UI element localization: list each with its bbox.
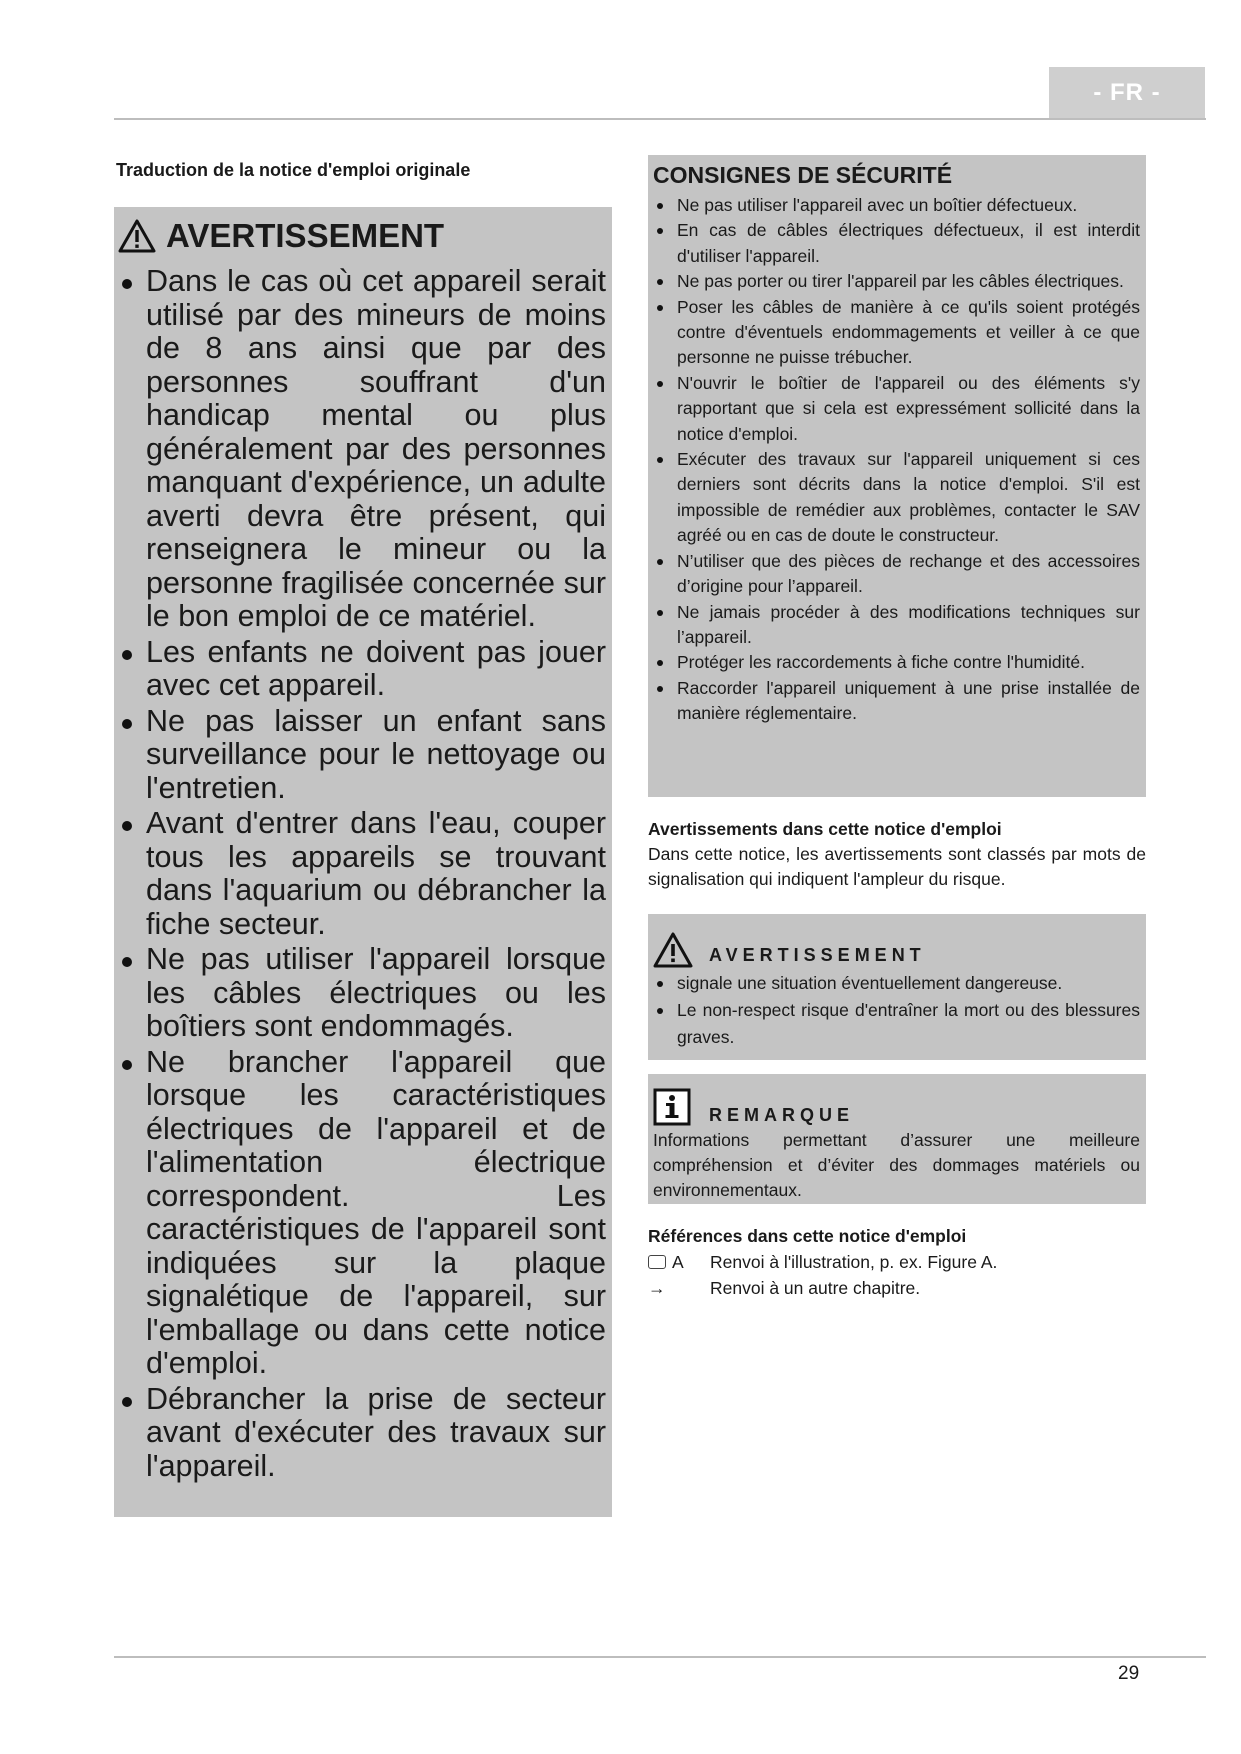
list-item: Les enfants ne doivent pas jouer avec cet appareil. bbox=[118, 636, 606, 703]
signal-warning-box bbox=[648, 914, 1146, 1060]
warnings-section-heading: Avertissements dans cette notice d'emploi bbox=[648, 819, 1002, 839]
footer-rule bbox=[114, 1656, 1206, 1658]
list-item: Ne brancher l'appareil que lorsque les caractéristiques électriques de l'appareil et de l'alimentation électrique correspondent. Les caractéristiques de l'appareil sont indiquées sur la plaque signalétique de l'appareil, sur l'emballage ou dans cette notice d'emploi. bbox=[118, 1046, 606, 1381]
info-icon bbox=[653, 1088, 691, 1126]
note-label: REMARQUE bbox=[709, 1105, 855, 1125]
signal-warning-list bbox=[653, 970, 1140, 1051]
reference-text: Renvoi à un autre chapitre. bbox=[710, 1278, 921, 1298]
language-tab: - FR - bbox=[1049, 67, 1205, 119]
list-item: Dans le cas où cet appareil serait utilisé par des mineurs de moins de 8 ans ainsi que par des personnes souffrant d'un handicap mental ou plus généralement par des personnes manquant d'expérience, un adulte averti devra être présent, qui renseignera le mineur ou la personne fragilisée concernée sur le bon emploi de ce matériel. bbox=[118, 265, 606, 634]
figure-letter: A bbox=[672, 1252, 684, 1272]
note-text: Informations permettant d’assurer une meilleure compréhension et d’éviter des dommages matériels ou environnementaux. bbox=[653, 1130, 1140, 1200]
safety-title: CONSIGNES DE SÉCURITÉ bbox=[653, 162, 953, 188]
warnings-section-text: Dans cette notice, les avertissements sont classés par mots de signalisation qui indiquent l'ampleur du risque. bbox=[648, 844, 1146, 889]
list-item: Protéger les raccordements à fiche contre l'humidité. bbox=[653, 650, 1140, 675]
list-item: Ne jamais procéder à des modifications techniques sur l’appareil. bbox=[653, 600, 1140, 651]
figure-reference-symbol bbox=[648, 1249, 710, 1275]
warning-triangle-icon bbox=[118, 219, 156, 253]
list-item: Poser les câbles de manière à ce qu'ils soient protégés contre d'éventuels endommagements et veiller à ce que personne ne puisse trébucher. bbox=[653, 295, 1140, 371]
document-subtitle: Traduction de la notice d'emploi originale bbox=[116, 160, 471, 180]
warning-triangle-icon bbox=[653, 932, 693, 968]
list-item: Débrancher la prise de secteur avant d'exécuter des travaux sur l'appareil. bbox=[118, 1383, 606, 1484]
reference-text: Renvoi à l'illustration, p. ex. Figure A. bbox=[710, 1252, 998, 1272]
list-item: Raccorder l'appareil uniquement à une prise installée de manière réglementaire. bbox=[653, 676, 1140, 727]
list-item: Ne pas utiliser l'appareil lorsque les câbles électriques ou les boîtiers sont endommagés. bbox=[118, 943, 606, 1044]
signal-warning-heading bbox=[653, 922, 1140, 968]
list-item: N'ouvrir le boîtier de l'appareil ou des éléments s'y rapportant que si cela est expressément sollicité dans la notice d'emploi. bbox=[653, 371, 1140, 447]
main-warning-box bbox=[114, 207, 612, 1517]
list-item: Ne pas utiliser l'appareil avec un boîtier défectueux. bbox=[653, 193, 1140, 218]
list-item: Ne pas porter ou tirer l'appareil par les câbles électriques. bbox=[653, 269, 1140, 294]
main-warning-heading bbox=[118, 213, 606, 259]
references-heading: Références dans cette notice d'emploi bbox=[648, 1226, 967, 1246]
left-column bbox=[114, 160, 612, 1517]
list-item: Ne pas laisser un enfant sans surveillance pour le nettoyage ou l'entretien. bbox=[118, 705, 606, 806]
list-item: En cas de câbles électriques défectueux, il est interdit d'utiliser l'appareil. bbox=[653, 218, 1140, 269]
list-item: Le non-respect risque d'entraîner la mort ou des blessures graves. bbox=[653, 997, 1140, 1051]
right-column bbox=[648, 155, 1146, 1301]
signal-warning-label: AVERTISSEMENT bbox=[709, 945, 926, 965]
list-item: N’utiliser que des pièces de rechange et des accessoires d’origine pour l’appareil. bbox=[653, 549, 1140, 600]
figure-icon bbox=[648, 1255, 666, 1269]
main-warning-list bbox=[118, 265, 606, 1483]
reference-row bbox=[648, 1249, 1146, 1275]
arrow-icon: → bbox=[648, 1278, 666, 1298]
note-box bbox=[648, 1074, 1146, 1204]
references-list bbox=[648, 1249, 1146, 1301]
safety-list bbox=[653, 193, 1140, 727]
list-item: Avant d'entrer dans l'eau, couper tous les appareils se trouvant dans l'aquarium ou débrancher la fiche secteur. bbox=[118, 807, 606, 941]
list-item: Exécuter des travaux sur l'appareil uniquement si ces derniers sont décrits dans la notice d'emploi. S'il est impossible de remédier aux problèmes, contacter le SAV agréé ou en cas de doute le constructeur. bbox=[653, 447, 1140, 549]
note-heading bbox=[653, 1082, 1140, 1126]
main-warning-title: AVERTISSEMENT bbox=[166, 217, 445, 254]
safety-instructions-box bbox=[648, 155, 1146, 797]
reference-row bbox=[648, 1275, 1146, 1301]
header-rule bbox=[114, 118, 1206, 120]
list-item: signale une situation éventuellement dangereuse. bbox=[653, 970, 1140, 997]
page-number: 29 bbox=[1118, 1663, 1140, 1684]
